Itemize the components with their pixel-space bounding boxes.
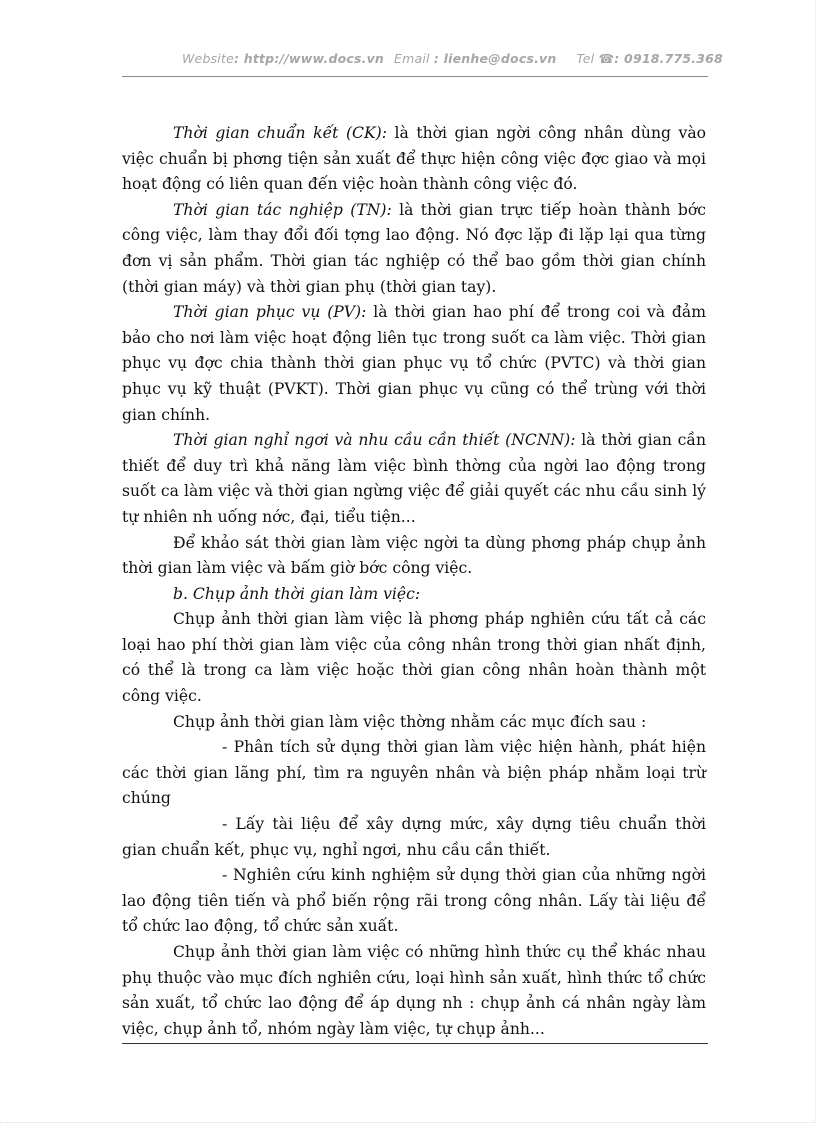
paragraph-khao-sat: Để khảo sát thời gian làm việc ngời ta dùng phơng pháp chụp ảnh thời gian làm việc và bấm giờ bớc công việc. [122,533,706,578]
footer-divider [122,1043,708,1044]
term-label: Thời gian chuẩn kết (CK): [173,124,387,142]
list-item-lay-tai-lieu: - Lấy tài liệu để xây dựng mức, xây dựng tiêu chuẩn thời gian chuẩn kết, phục vụ, nghỉ ngơi, nhu cầu cần thiết. [122,815,706,859]
term-label: Thời gian phục vụ (PV): [173,303,367,322]
list-item-phan-tich: - Phân tích sử dụng thời gian làm việc hiện hành, phát hiện các thời gian lãng phí, tìm ra nguyên nhân và biện pháp nhằm loại trừ chúng [122,738,706,808]
paragraph-nghi-ngoi [122,428,706,530]
email-link[interactable]: : lienhe@docs.vn [433,51,557,66]
paragraph-text: là thời gian ngời công nhân dùng vào việc chuẩn bị phơng tiện sản xuất để thực hiện công việc đợc giao và mọi hoạt động có liên quan đến việc hoàn thành công việc đó. [122,124,707,194]
paragraph-muc-dich: Chụp ảnh thời gian làm việc thờng nhằm các mục đích sau : [173,712,647,731]
header-divider [122,76,708,77]
website-link[interactable]: : http://www.docs.vn [233,51,385,66]
paragraph-chuan-ket [122,121,706,198]
document-body [122,121,706,1042]
website-label: Website [182,51,234,66]
paragraph-phuc-vu [122,300,706,428]
page-header [182,51,723,66]
paragraph-text: là thời gian cần thiết để duy trì khả năng làm việc bình thờng của ngời lao động trong suốt ca làm việc và thời gian ngừng việc để giải quyết các nhu cầu sinh lý tự nhiên nh uống nớc, đại, tiểu tiện... [122,431,706,526]
paragraph-text: là thời gian hao phí để trong coi và đảm bảo cho nơi làm việc hoạt động liên tục trong suốt ca làm việc. Thời gian phục vụ đợc chia thành thời gian phục vụ tổ chức (PVTC) và thời gian phục vụ kỹ thuật (PVKT). Thời gian phục vụ cũng có thể trùng với thời gian chính. [122,303,707,424]
phone-icon: ☎ [598,51,615,66]
tel-value: : 0918.775.368 [614,51,723,66]
term-label: Thời gian tác nghiệp (TN): [173,200,392,219]
paragraph-hinh-thuc: Chụp ảnh thời gian làm việc có những hình thức cụ thể khác nhau phụ thuộc vào mục đích nghiên cứu, loại hình sản xuất, hình thức tổ chức sản xuất, tổ chức lao động để áp dụng nh : chụp ảnh cá nhân ngày làm việc, chụp ảnh tổ, nhóm ngày làm việc, tự chụp ảnh... [122,943,706,1038]
tel-label: Tel [576,51,595,66]
paragraph-tac-nghiep [122,198,706,300]
list-item-nghien-cuu: - Nghiên cứu kinh nghiệm sử dụng thời gian của những ngời lao động tiên tiến và phổ biến rộng rãi trong công nhân. Lấy tài liệu để tổ chức lao động, tổ chức sản xuất. [122,866,706,936]
paragraph-text: là thời gian trực tiếp hoàn thành bớc công việc, làm thay đổi đối tợng lao động. Nó đợc lặp đi lặp lại qua từng đơn vị sản phẩm. Thời gian tác nghiệp có thể bao gồm thời gian chính (thời gian máy) và thời gian phụ (thời gian tay). [122,200,706,296]
email-label: Email [394,51,430,66]
term-label: Thời gian nghỉ ngơi và nhu cầu cần thiết (NCNN): [173,431,576,450]
paragraph-chup-anh-definition: Chụp ảnh thời gian làm việc là phơng pháp nghiên cứu tất cả các loại hao phí thời gian làm việc của công nhân trong thời gian nhất định, có thể là trong ca làm việc hoặc thời gian công nhân hoàn thành một công việc. [122,610,706,706]
section-heading: b. Chụp ảnh thời gian làm việc: [173,584,421,603]
